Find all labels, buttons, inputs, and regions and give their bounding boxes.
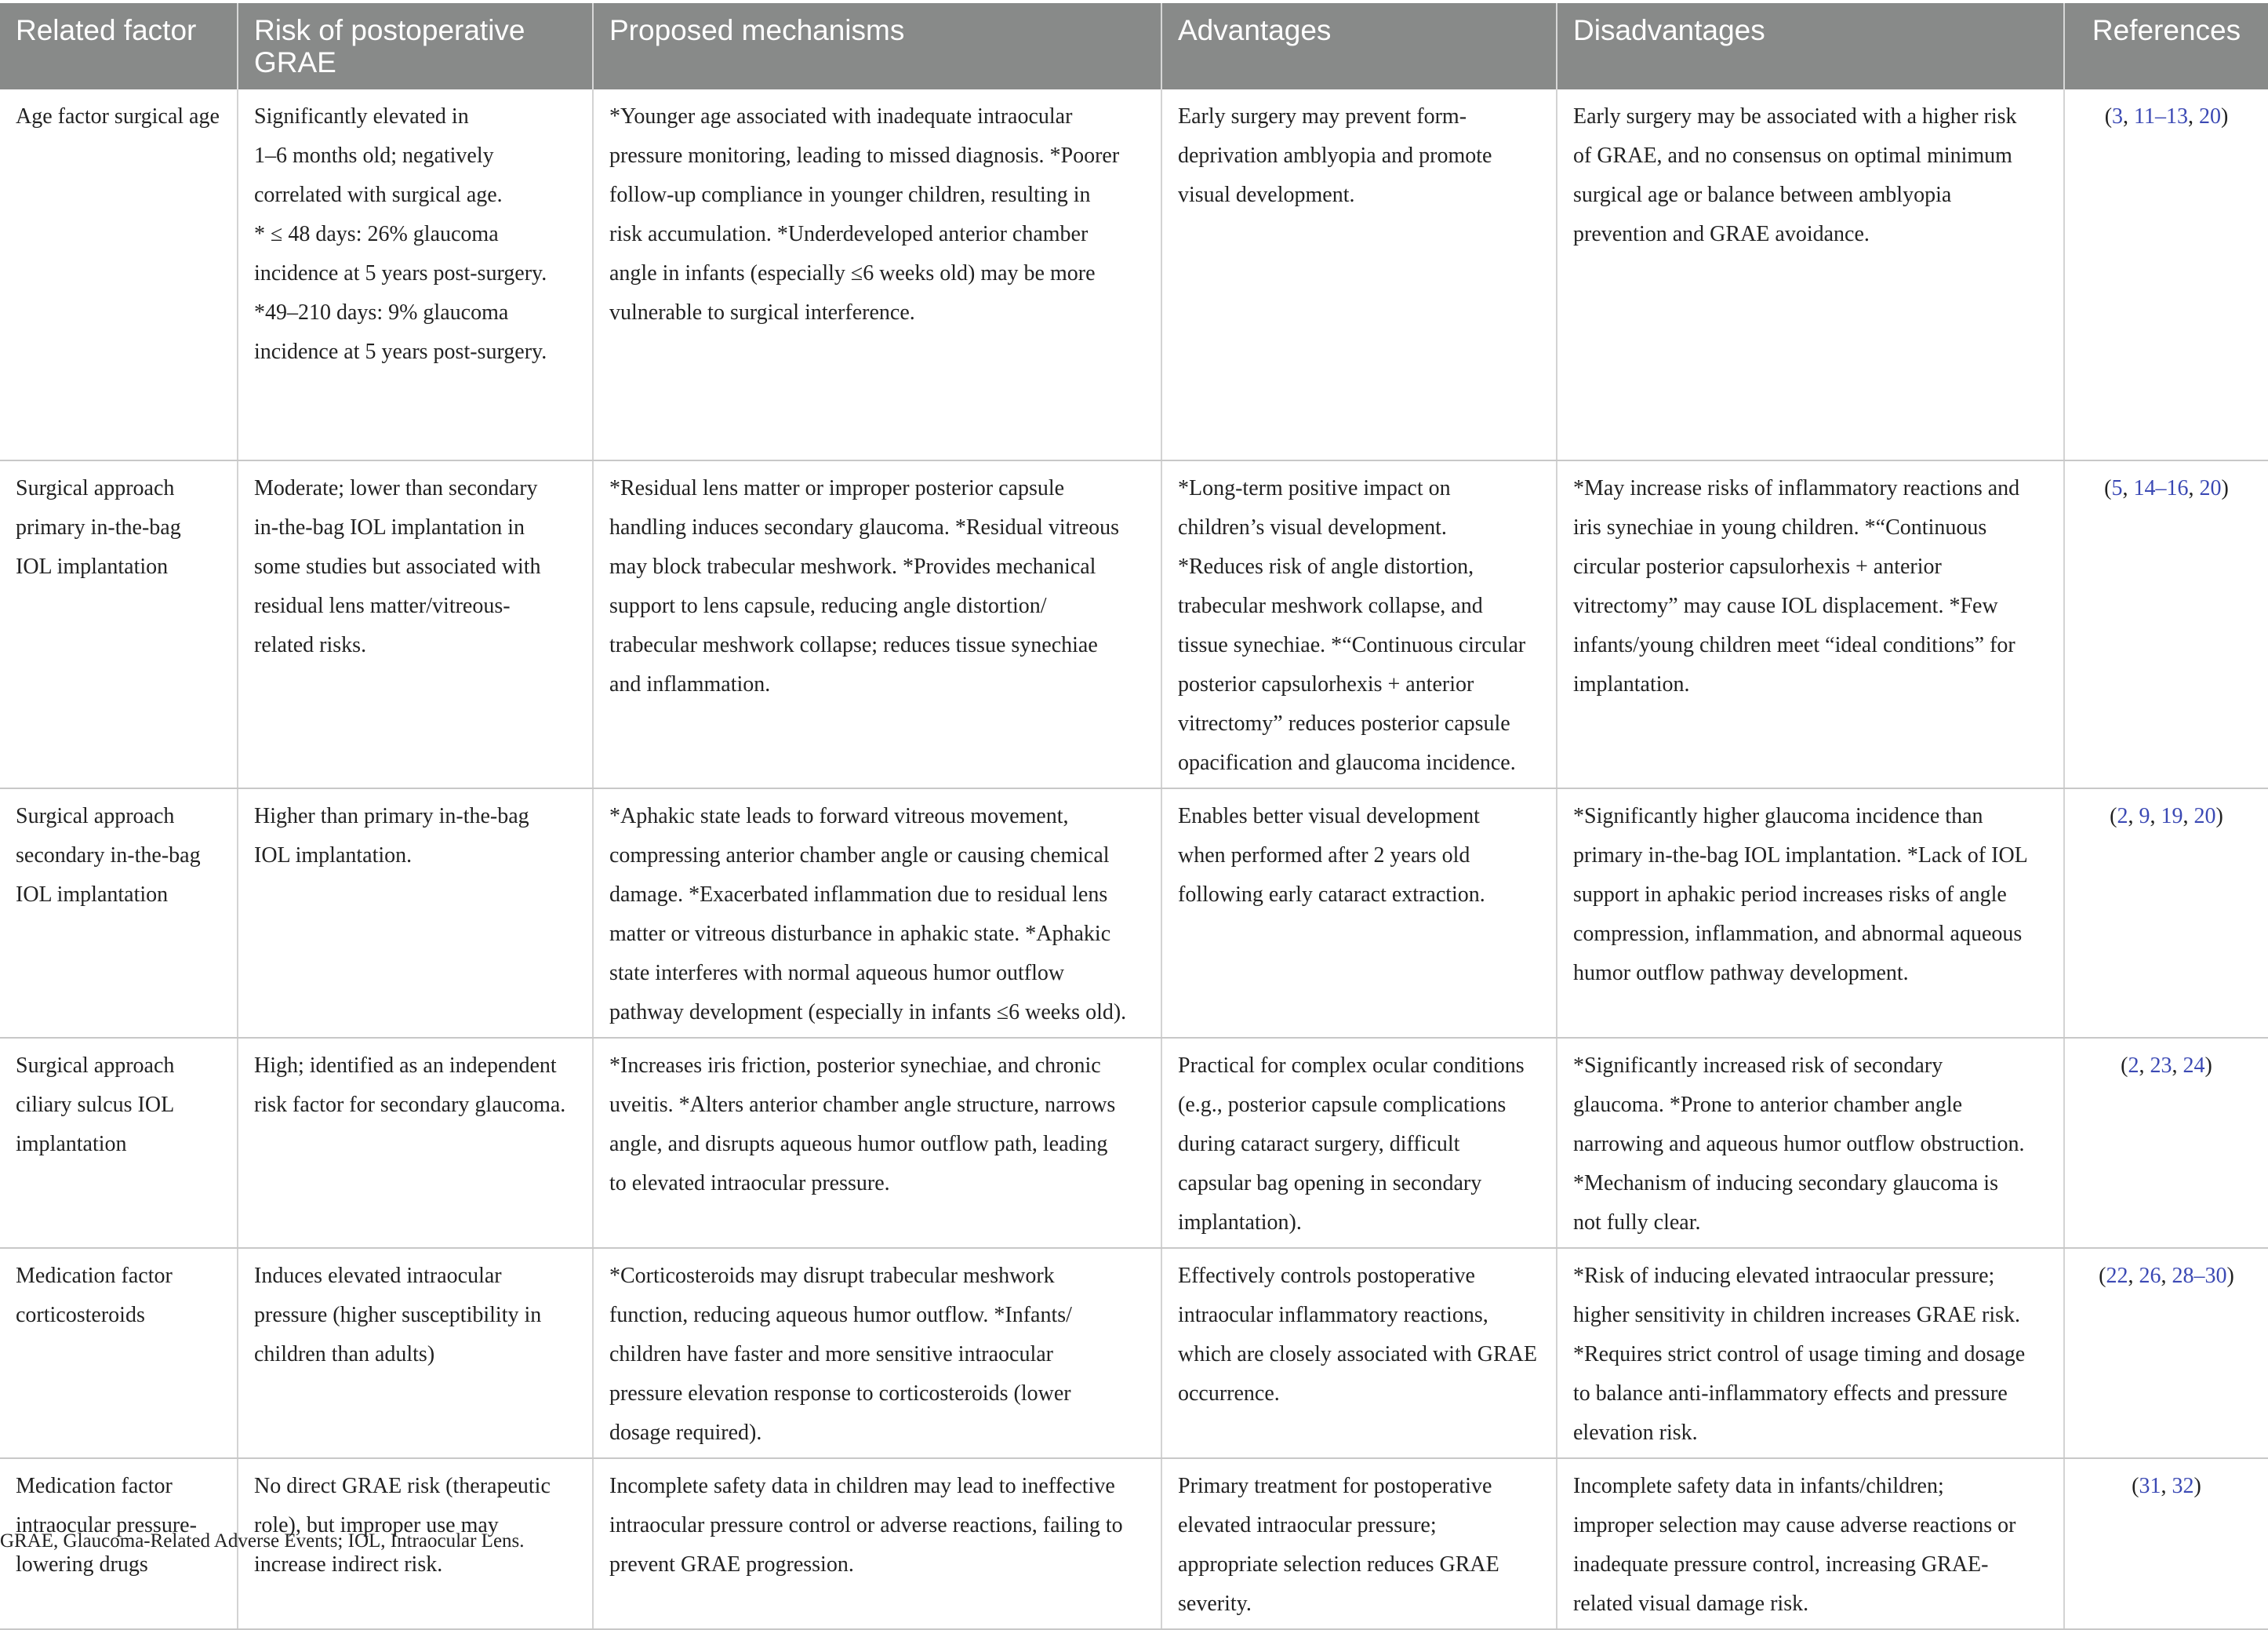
cell-text-line: vitrectomy” may cause IOL displacement. *Few <box>1573 594 1998 618</box>
cell-mechanisms <box>593 788 1161 1038</box>
cell-text-line: handling induces secondary glaucoma. *Residual vitreous <box>609 515 1120 540</box>
header-risk: Risk of postoperative GRAE <box>238 3 593 89</box>
cell-references <box>2064 460 2268 788</box>
header-mechanisms: Proposed mechanisms <box>593 3 1161 89</box>
cell-text-line: (e.g., posterior capsule complications <box>1178 1093 1507 1117</box>
cell-text-line: Incomplete safety data in infants/children; <box>1573 1474 1944 1498</box>
ref-separator: , <box>2161 1474 2172 1498</box>
cell-text-line: *Significantly increased risk of secondary <box>1573 1053 1943 1078</box>
cell-text-line: *Increases iris friction, posterior synechiae, and chronic <box>609 1053 1101 1078</box>
cell-text-line: Surgical approach <box>16 1053 175 1078</box>
cell-factor <box>0 788 238 1038</box>
ref-paren-open: ( <box>2104 104 2113 129</box>
cell-text-line: in-the-bag IOL implantation in <box>254 515 525 540</box>
cell-text-line: correlated with surgical age. <box>254 183 503 207</box>
cell-text-line: *Mechanism of inducing secondary glaucoma is <box>1573 1171 1998 1195</box>
cell-factor <box>0 1248 238 1458</box>
cell-mechanisms <box>593 1458 1161 1629</box>
cell-text-line: children’s visual development. <box>1178 515 1447 540</box>
reference-link[interactable]: 5 <box>2111 476 2123 500</box>
cell-text-line: Practical for complex ocular conditions <box>1178 1053 1525 1078</box>
cell-text-line: compression, inflammation, and abnormal aqueous <box>1573 922 2023 946</box>
reference-link[interactable]: 22 <box>2106 1264 2128 1288</box>
ref-separator: , <box>2139 1053 2150 1078</box>
ref-paren-open: ( <box>2104 476 2112 500</box>
cell-text-line: Medication factor <box>16 1474 173 1498</box>
cell-text-line: Moderate; lower than secondary <box>254 476 538 500</box>
cell-text-line: *May increase risks of inflammatory reactions and <box>1573 476 2020 500</box>
cell-text-line: following early cataract extraction. <box>1178 882 1485 907</box>
cell-text-line: Age factor surgical age <box>16 104 220 129</box>
cell-text-line: Induces elevated intraocular <box>254 1264 502 1288</box>
cell-disadvantages <box>1557 1458 2064 1629</box>
cell-text-line: dosage required). <box>609 1421 762 1445</box>
ref-separator: , <box>2161 1264 2172 1288</box>
cell-text-line: capsular bag opening in secondary <box>1178 1171 1482 1195</box>
cell-text-line: No direct GRAE risk (therapeutic <box>254 1474 551 1498</box>
reference-link[interactable]: 9 <box>2139 804 2150 828</box>
cell-text-line: function, reducing aqueous humor outflow. *Infants/ <box>609 1303 1072 1327</box>
cell-text-line: lowering drugs <box>16 1552 148 1577</box>
cell-text-line: Surgical approach <box>16 476 175 500</box>
reference-link[interactable]: 23 <box>2150 1053 2172 1078</box>
ref-separator: , <box>2128 1264 2139 1288</box>
cell-text-line: higher sensitivity in children increases GRAE risk. <box>1573 1303 2020 1327</box>
ref-paren-open: ( <box>2110 804 2117 828</box>
cell-text-line: circular posterior capsulorhexis + anterior <box>1573 555 1942 579</box>
table-container <box>0 3 2268 1630</box>
cell-text-line: Significantly elevated in <box>254 104 469 129</box>
table-row <box>0 788 2268 1038</box>
cell-text-line: *Long-term positive impact on <box>1178 476 1451 500</box>
ref-paren-close: ) <box>2193 1474 2201 1498</box>
reference-link[interactable]: 20 <box>2193 804 2216 828</box>
cell-text-line: *Aphakic state leads to forward vitreous movement, <box>609 804 1069 828</box>
cell-factor <box>0 460 238 788</box>
header-related-factor: Related factor <box>0 3 238 89</box>
cell-text-line: opacification and glaucoma incidence. <box>1178 751 1516 775</box>
cell-text-line: risk factor for secondary glaucoma. <box>254 1093 566 1117</box>
cell-text-line: state interferes with normal aqueous humor outflow <box>609 961 1065 985</box>
cell-text-line: corticosteroids <box>16 1303 145 1327</box>
cell-text-line: infants/young children meet “ideal conditions” for <box>1573 633 2015 657</box>
header-advantages: Advantages <box>1161 3 1557 89</box>
table-row <box>0 89 2268 460</box>
cell-text-line: posterior capsulorhexis + anterior <box>1178 672 1474 697</box>
ref-paren-open: ( <box>2099 1264 2106 1288</box>
cell-mechanisms <box>593 89 1161 460</box>
reference-link[interactable]: 24 <box>2183 1053 2205 1078</box>
table-footnote: GRAE, Glaucoma-Related Adverse Events; IOL, Intraocular Lens. <box>0 1530 525 1552</box>
cell-factor <box>0 1038 238 1248</box>
ref-paren-close: ) <box>2204 1053 2212 1078</box>
cell-text-line: prevention and GRAE avoidance. <box>1573 222 1870 246</box>
cell-text-line: *Reduces risk of angle distortion, <box>1178 555 1474 579</box>
cell-text-line: *Younger age associated with inadequate intraocular <box>609 104 1073 129</box>
cell-text-line: glaucoma. *Prone to anterior chamber angle <box>1573 1093 1963 1117</box>
cell-references <box>2064 1038 2268 1248</box>
cell-text-line: increase indirect risk. <box>254 1552 443 1577</box>
cell-text-line: which are closely associated with GRAE <box>1178 1342 1537 1366</box>
cell-text-line: Surgical approach <box>16 804 175 828</box>
ref-paren-close: ) <box>2226 1264 2234 1288</box>
cell-text-line: of GRAE, and no consensus on optimal minimum <box>1573 144 2012 168</box>
cell-risk <box>238 89 593 460</box>
cell-text-line: Medication factor <box>16 1264 173 1288</box>
cell-text-line: not fully clear. <box>1573 1210 1701 1235</box>
cell-text-line: implantation. <box>1573 672 1690 697</box>
cell-text-line: uveitis. *Alters anterior chamber angle structure, narrows <box>609 1093 1116 1117</box>
cell-text-line: primary in-the-bag <box>16 515 181 540</box>
cell-advantages <box>1161 460 1557 788</box>
table-body <box>0 89 2268 1629</box>
cell-text-line: role), but improper use may <box>254 1513 499 1537</box>
reference-link[interactable]: 3 <box>2112 104 2124 129</box>
reference-link[interactable]: 11–13 <box>2134 104 2188 129</box>
ref-paren-close: ) <box>2220 104 2229 129</box>
reference-link[interactable]: 2 <box>2128 1053 2139 1078</box>
cell-text-line: angle, and disrupts aqueous humor outflow path, leading <box>609 1132 1108 1156</box>
reference-link[interactable]: 32 <box>2172 1474 2194 1498</box>
ref-separator: , <box>2187 104 2199 129</box>
cell-text-line: to elevated intraocular pressure. <box>609 1171 890 1195</box>
reference-link[interactable]: 14–16 <box>2133 476 2189 500</box>
cell-text-line: implantation <box>16 1132 127 1156</box>
cell-text-line: tissue synechiae. *“Continuous circular <box>1178 633 1526 657</box>
cell-text-line: narrowing and aqueous humor outflow obstruction. <box>1573 1132 2025 1156</box>
cell-text-line: follow-up compliance in younger children, resulting in <box>609 183 1091 207</box>
cell-disadvantages <box>1557 788 2064 1038</box>
cell-text-line: risk accumulation. *Underdeveloped anterior chamber <box>609 222 1089 246</box>
cell-text-line: *Corticosteroids may disrupt trabecular meshwork <box>609 1264 1055 1288</box>
cell-text-line: * ≤ 48 days: 26% glaucoma <box>254 222 499 246</box>
reference-link[interactable]: 19 <box>2161 804 2183 828</box>
ref-separator: , <box>2150 804 2161 828</box>
cell-references <box>2064 1458 2268 1629</box>
risk-factors-table <box>0 3 2268 1630</box>
cell-text-line: IOL implantation <box>16 882 169 907</box>
cell-text-line: during cataract surgery, difficult <box>1178 1132 1460 1156</box>
cell-text-line: residual lens matter/vitreous- <box>254 594 511 618</box>
reference-link[interactable]: 20 <box>2198 104 2221 129</box>
reference-link[interactable]: 31 <box>2139 1474 2161 1498</box>
cell-text-line: pathway development (especially in infants ≤6 weeks old). <box>609 1000 1127 1024</box>
reference-link[interactable]: 20 <box>2199 476 2222 500</box>
cell-text-line: Enables better visual development <box>1178 804 1480 828</box>
cell-text-line: High; identified as an independent <box>254 1053 557 1078</box>
cell-text-line: *Significantly higher glaucoma incidence than <box>1573 804 1983 828</box>
cell-text-line: Primary treatment for postoperative <box>1178 1474 1492 1498</box>
ref-separator: , <box>2188 476 2200 500</box>
cell-text-line: elevated intraocular pressure; <box>1178 1513 1437 1537</box>
cell-text-line: to balance anti-inflammatory effects and pressure <box>1573 1381 2008 1406</box>
cell-text-line: when performed after 2 years old <box>1178 843 1470 868</box>
cell-text-line: improper selection may cause adverse reactions or <box>1573 1513 2016 1537</box>
cell-text-line: matter or vitreous disturbance in aphakic state. *Aphakic <box>609 922 1111 946</box>
header-references: References <box>2064 3 2268 89</box>
cell-text-line: visual development. <box>1178 183 1355 207</box>
cell-text-line: *Residual lens matter or improper posterior capsule <box>609 476 1065 500</box>
cell-text-line: children than adults) <box>254 1342 435 1366</box>
cell-text-line: IOL implantation <box>16 555 169 579</box>
cell-text-line: *Requires strict control of usage timing and dosage <box>1573 1342 2026 1366</box>
reference-link[interactable]: 2 <box>2117 804 2128 828</box>
cell-text-line: occurrence. <box>1178 1381 1280 1406</box>
cell-text-line: severity. <box>1178 1592 1252 1616</box>
cell-text-line: pressure elevation response to corticosteroids (lower <box>609 1381 1071 1406</box>
cell-text-line: pressure (higher susceptibility in <box>254 1303 542 1327</box>
cell-text-line: Higher than primary in-the-bag <box>254 804 529 828</box>
ref-paren-open: ( <box>2121 1053 2128 1078</box>
ref-paren-close: ) <box>2215 804 2223 828</box>
ref-paren-open: ( <box>2132 1474 2139 1498</box>
cell-text-line: Effectively controls postoperative <box>1178 1264 1475 1288</box>
cell-text-line: related visual damage risk. <box>1573 1592 1809 1616</box>
table-header-row <box>0 3 2268 89</box>
cell-text-line: vitrectomy” reduces posterior capsule <box>1178 711 1510 736</box>
reference-link[interactable]: 26 <box>2139 1264 2161 1288</box>
cell-disadvantages <box>1557 1248 2064 1458</box>
table-row <box>0 460 2268 788</box>
cell-risk <box>238 1248 593 1458</box>
cell-text-line: incidence at 5 years post-surgery. <box>254 340 547 364</box>
cell-text-line: trabecular meshwork collapse, and <box>1178 594 1483 618</box>
cell-references <box>2064 89 2268 460</box>
cell-text-line: prevent GRAE progression. <box>609 1552 854 1577</box>
ref-separator: , <box>2123 104 2135 129</box>
cell-text-line: damage. *Exacerbated inflammation due to residual lens <box>609 882 1108 907</box>
cell-mechanisms <box>593 1248 1161 1458</box>
cell-text-line: children have faster and more sensitive intraocular <box>609 1342 1053 1366</box>
cell-text-line: vulnerable to surgical interference. <box>609 300 915 325</box>
cell-text-line: IOL implantation. <box>254 843 413 868</box>
cell-text-line: trabecular meshwork collapse; reduces tissue synechiae <box>609 633 1098 657</box>
cell-text-line: secondary in-the-bag <box>16 843 201 868</box>
cell-text-line: and inflammation. <box>609 672 771 697</box>
ref-paren-close: ) <box>2221 476 2229 500</box>
cell-text-line: appropriate selection reduces GRAE <box>1178 1552 1499 1577</box>
ref-separator: , <box>2172 1053 2183 1078</box>
cell-text-line: may block trabecular meshwork. *Provides mechanical <box>609 555 1096 579</box>
ref-separator: , <box>2128 804 2139 828</box>
table-row <box>0 1038 2268 1248</box>
cell-advantages <box>1161 89 1557 460</box>
ref-separator: , <box>2122 476 2134 500</box>
cell-text-line: ciliary sulcus IOL <box>16 1093 175 1117</box>
cell-risk <box>238 460 593 788</box>
cell-text-line: inadequate pressure control, increasing GRAE- <box>1573 1552 1989 1577</box>
cell-factor <box>0 89 238 460</box>
cell-text-line: humor outflow pathway development. <box>1573 961 1909 985</box>
cell-disadvantages <box>1557 1038 2064 1248</box>
cell-text-line: implantation). <box>1178 1210 1302 1235</box>
cell-text-line: related risks. <box>254 633 367 657</box>
cell-text-line: compressing anterior chamber angle or causing chemical <box>609 843 1110 868</box>
cell-disadvantages <box>1557 460 2064 788</box>
cell-text-line: Early surgery may prevent form- <box>1178 104 1467 129</box>
cell-text-line: incidence at 5 years post-surgery. <box>254 261 547 286</box>
cell-advantages <box>1161 1458 1557 1629</box>
cell-text-line: pressure monitoring, leading to missed diagnosis. *Poorer <box>609 144 1120 168</box>
cell-advantages <box>1161 1038 1557 1248</box>
cell-text-line: deprivation amblyopia and promote <box>1178 144 1492 168</box>
header-disadvantages: Disadvantages <box>1557 3 2064 89</box>
cell-text-line: surgical age or balance between amblyopia <box>1573 183 1952 207</box>
ref-separator: , <box>2183 804 2194 828</box>
cell-references <box>2064 788 2268 1038</box>
cell-risk <box>238 788 593 1038</box>
table-row <box>0 1248 2268 1458</box>
cell-mechanisms <box>593 1038 1161 1248</box>
cell-text-line: 1–6 months old; negatively <box>254 144 494 168</box>
cell-text-line: elevation risk. <box>1573 1421 1698 1445</box>
cell-text-line: support to lens capsule, reducing angle distortion/ <box>609 594 1047 618</box>
cell-advantages <box>1161 1248 1557 1458</box>
cell-references <box>2064 1248 2268 1458</box>
cell-text-line: intraocular inflammatory reactions, <box>1178 1303 1488 1327</box>
cell-text-line: Incomplete safety data in children may lead to ineffective <box>609 1474 1115 1498</box>
cell-text-line: *Risk of inducing elevated intraocular pressure; <box>1573 1264 1995 1288</box>
cell-text-line: Early surgery may be associated with a higher risk <box>1573 104 2017 129</box>
cell-text-line: angle in infants (especially ≤6 weeks old) may be more <box>609 261 1096 286</box>
cell-text-line: intraocular pressure- <box>16 1513 197 1537</box>
cell-disadvantages <box>1557 89 2064 460</box>
cell-text-line: iris synechiae in young children. *“Continuous <box>1573 515 1987 540</box>
cell-text-line: some studies but associated with <box>254 555 541 579</box>
cell-text-line: support in aphakic period increases risks of angle <box>1573 882 2007 907</box>
reference-link[interactable]: 28–30 <box>2172 1264 2227 1288</box>
cell-advantages <box>1161 788 1557 1038</box>
cell-text-line: primary in-the-bag IOL implantation. *Lack of IOL <box>1573 843 2028 868</box>
cell-mechanisms <box>593 460 1161 788</box>
cell-text-line: *49–210 days: 9% glaucoma <box>254 300 509 325</box>
cell-text-line: intraocular pressure control or adverse reactions, failing to <box>609 1513 1123 1537</box>
cell-risk <box>238 1038 593 1248</box>
